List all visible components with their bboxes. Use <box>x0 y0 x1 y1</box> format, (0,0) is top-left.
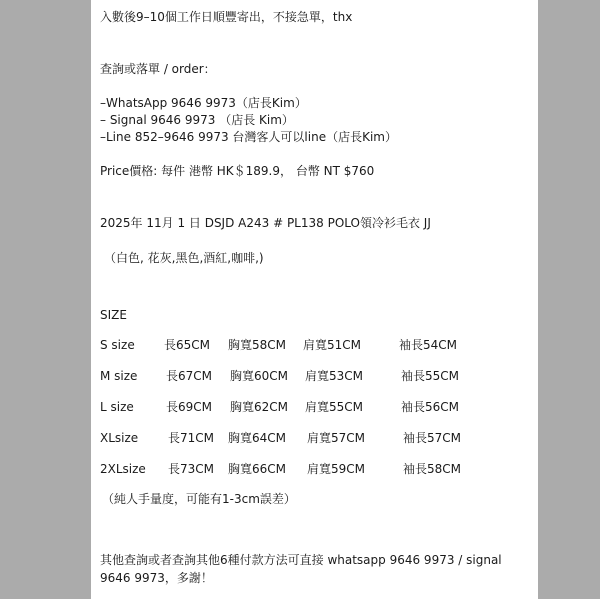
chest-value: 胸寬58CM <box>228 338 287 352</box>
footer-line-1: 其他查詢或者查詢其他6種付款方法可直接 whatsapp 9646 9973 / signal <box>100 553 502 567</box>
size-label: 2XLsize <box>100 462 146 476</box>
chest-value: 胸寬64CM <box>228 431 287 445</box>
measurement-note: （純人手量度，可能有1-3cm誤差） <box>102 492 296 506</box>
size-label: M size <box>100 369 138 383</box>
contact-whatsapp: –WhatsApp 9646 9973（店長Kim） <box>100 96 307 110</box>
contact-line: –Line 852–9646 9973 台灣客人可以line（店長Kim） <box>100 130 397 144</box>
color-options: （白色, 花灰,黑色,酒紅,咖啡,) <box>104 251 264 265</box>
sleeve-value: 袖長56CM <box>401 400 460 414</box>
order-heading: 查詢或落單 / order： <box>100 62 216 76</box>
length-value: 長69CM <box>166 400 213 414</box>
product-line: 2025年 11月 1 日 DSJD A243 # PL138 POLO領冷衫毛衣 JJ <box>100 216 431 230</box>
listing-sheet <box>91 0 538 599</box>
sleeve-value: 袖長54CM <box>399 338 458 352</box>
size-label: L size <box>100 400 134 414</box>
length-value: 長65CM <box>164 338 211 352</box>
sleeve-value: 袖長55CM <box>401 369 460 383</box>
sleeve-value: 袖長57CM <box>403 431 462 445</box>
shoulder-value: 肩寬55CM <box>305 400 364 414</box>
sleeve-value: 袖長58CM <box>403 462 462 476</box>
contact-signal: – Signal 9646 9973 （店長 Kim） <box>100 113 294 127</box>
length-value: 長71CM <box>168 431 215 445</box>
shipping-note: 入數後9–10個工作日順豐寄出，不接急單，thx <box>100 10 353 24</box>
size-label: S size <box>100 338 135 352</box>
shoulder-value: 肩寬51CM <box>303 338 362 352</box>
chest-value: 胸寬62CM <box>230 400 289 414</box>
length-value: 長67CM <box>166 369 213 383</box>
size-heading: SIZE <box>100 308 127 322</box>
size-label: XLsize <box>100 431 139 445</box>
length-value: 長73CM <box>168 462 215 476</box>
shoulder-value: 肩寬53CM <box>305 369 364 383</box>
footer-line-2: 9646 9973，多謝！ <box>100 571 213 585</box>
price-line: Price價格: 每件 港幣 HK＄189.9， 台幣 NT $760 <box>100 164 375 178</box>
shoulder-value: 肩寬57CM <box>307 431 366 445</box>
shoulder-value: 肩寬59CM <box>307 462 366 476</box>
chest-value: 胸寬60CM <box>230 369 289 383</box>
chest-value: 胸寬66CM <box>228 462 287 476</box>
